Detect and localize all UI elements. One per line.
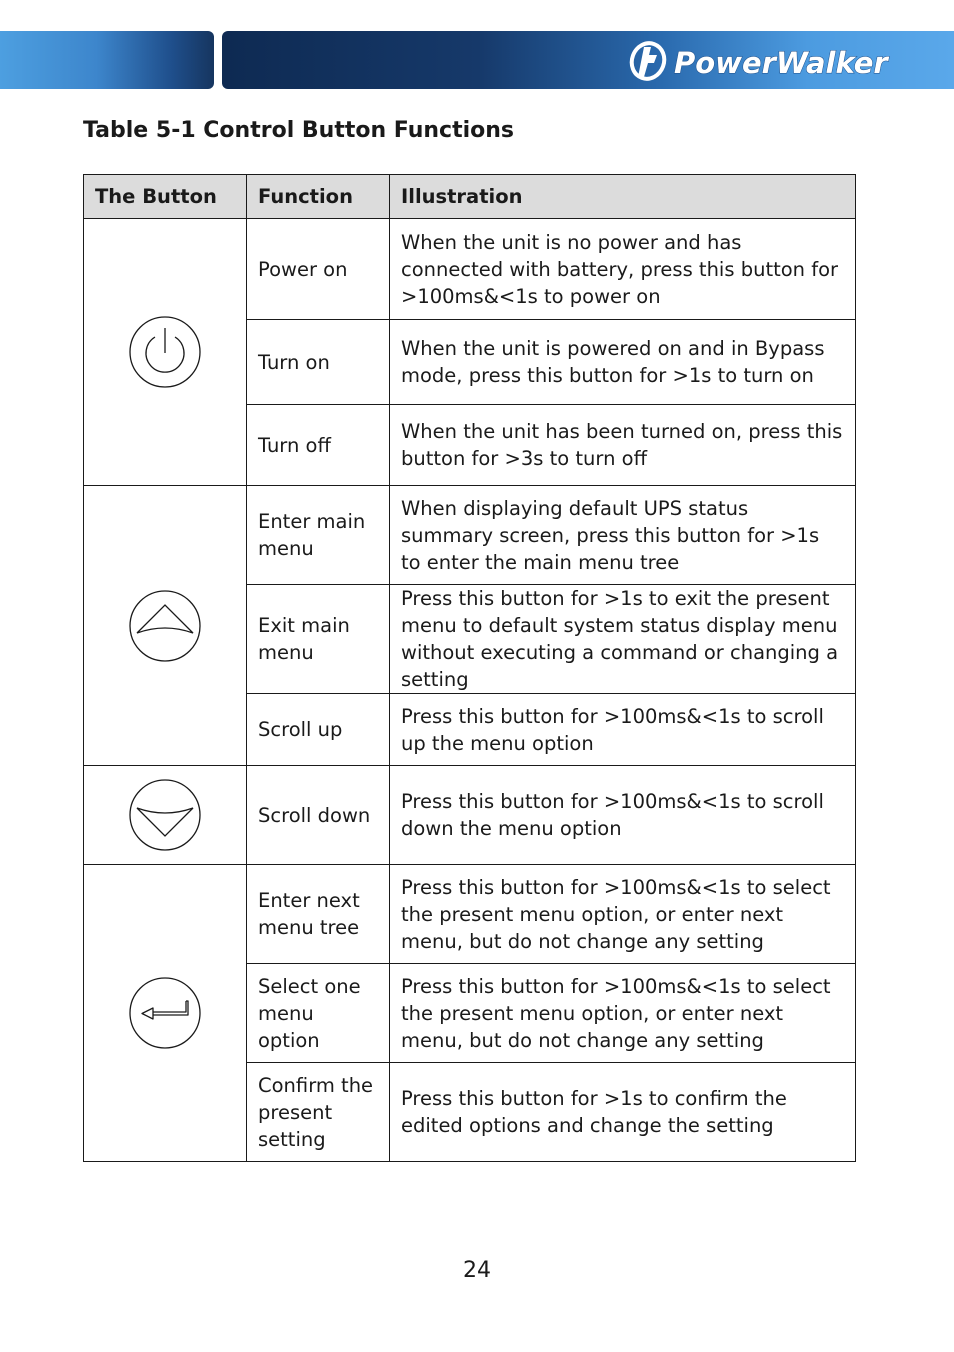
- enter-icon: [128, 976, 202, 1050]
- illustration-cell: When displaying default UPS status summary screen, press this button for >1s to enter the main menu tree: [390, 486, 856, 585]
- function-cell: Turn off: [247, 405, 390, 486]
- table-row: [84, 219, 856, 320]
- powerwalker-logo: [622, 37, 942, 85]
- function-cell: Scroll down: [247, 766, 390, 865]
- illustration-cell: Press this button for >100ms&<1s to select the present menu option, or enter next menu, but do not change any setting: [390, 865, 856, 964]
- button-cell-down: [84, 766, 247, 865]
- function-cell: Enter next menu tree: [247, 865, 390, 964]
- button-cell-enter: [84, 865, 247, 1162]
- table-row: [84, 766, 856, 865]
- illustration-cell: When the unit has been turned on, press this button for >3s to turn off: [390, 405, 856, 486]
- illustration-cell: Press this button for >1s to exit the present menu to default system status display menu without executing a command or changing a setting: [390, 585, 856, 694]
- function-cell: Confirm the present setting: [247, 1063, 390, 1162]
- function-cell: Select one menu option: [247, 964, 390, 1063]
- down-arrow-icon: [128, 778, 202, 852]
- column-header-illustration: Illustration: [390, 175, 856, 219]
- function-cell: Turn on: [247, 320, 390, 405]
- up-arrow-icon: [128, 589, 202, 663]
- illustration-cell: Press this button for >100ms&<1s to select the present menu option, or enter next menu, but do not change any setting: [390, 964, 856, 1063]
- page-number: 24: [463, 1258, 491, 1283]
- logo-text: PowerWalker: [674, 46, 888, 80]
- function-cell: Scroll up: [247, 694, 390, 766]
- illustration-cell: When the unit is no power and has connected with battery, press this button for >100ms&<1s to power on: [390, 219, 856, 320]
- power-icon: [128, 315, 202, 389]
- function-cell: Exit main menu: [247, 585, 390, 694]
- column-header-button: The Button: [84, 175, 247, 219]
- illustration-cell: Press this button for >100ms&<1s to scroll down the menu option: [390, 766, 856, 865]
- table-header-row: [84, 175, 856, 219]
- button-cell-power: [84, 219, 247, 486]
- table-row: [84, 865, 856, 964]
- function-cell: Power on: [247, 219, 390, 320]
- banner-right-block: [222, 31, 954, 89]
- table-row: [84, 486, 856, 585]
- button-cell-up: [84, 486, 247, 766]
- illustration-cell: Press this button for >100ms&<1s to scroll up the menu option: [390, 694, 856, 766]
- illustration-cell: When the unit is powered on and in Bypass mode, press this button for >1s to turn on: [390, 320, 856, 405]
- function-cell: Enter main menu: [247, 486, 390, 585]
- banner-left-block: [0, 31, 214, 89]
- column-header-function: Function: [247, 175, 390, 219]
- control-button-table: [83, 174, 856, 1162]
- table-title: Table 5-1 Control Button Functions: [83, 118, 515, 143]
- header-banner: [0, 31, 954, 89]
- illustration-cell: Press this button for >1s to confirm the edited options and change the setting: [390, 1063, 856, 1162]
